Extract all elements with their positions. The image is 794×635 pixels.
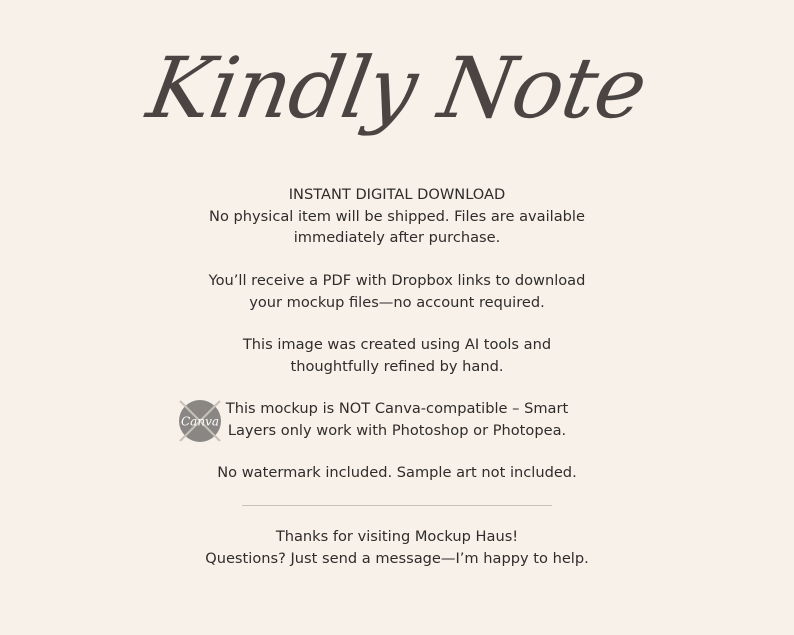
section-divider bbox=[242, 505, 552, 506]
ai-line-1: This image was created using AI tools and bbox=[242, 336, 552, 353]
page-title: Kindly Note bbox=[140, 39, 654, 137]
watermark-notice bbox=[160, 462, 634, 484]
canva-line-2: Layers only work with Photoshop or Photopea. bbox=[227, 421, 567, 439]
ai-notice bbox=[160, 334, 634, 377]
pdf-notice bbox=[160, 270, 634, 313]
download-notice bbox=[160, 184, 634, 249]
svg-text:Canva: Canva bbox=[181, 414, 219, 429]
ai-line-2: thoughtfully refined by hand. bbox=[290, 357, 504, 375]
canva-notice bbox=[196, 398, 598, 441]
download-heading: INSTANT DIGITAL DOWNLOAD bbox=[288, 186, 506, 203]
thanks-notice bbox=[160, 526, 634, 569]
download-line-2: immediately after purchase. bbox=[293, 229, 501, 246]
thanks-line-2: Questions? Just send a message—I’m happy to help. bbox=[205, 549, 589, 567]
watermark-line: No watermark included. Sample art not included. bbox=[217, 464, 577, 481]
pdf-line-2: your mockup files—no account required. bbox=[249, 293, 545, 311]
thanks-line-1: Thanks for visiting Mockup Haus! bbox=[275, 528, 519, 545]
pdf-line-1: You’ll receive a PDF with Dropbox links to download bbox=[208, 272, 586, 289]
canva-line-1: This mockup is NOT Canva-compatible – Smart bbox=[225, 400, 569, 417]
download-line-1: No physical item will be shipped. Files are available bbox=[209, 207, 585, 225]
